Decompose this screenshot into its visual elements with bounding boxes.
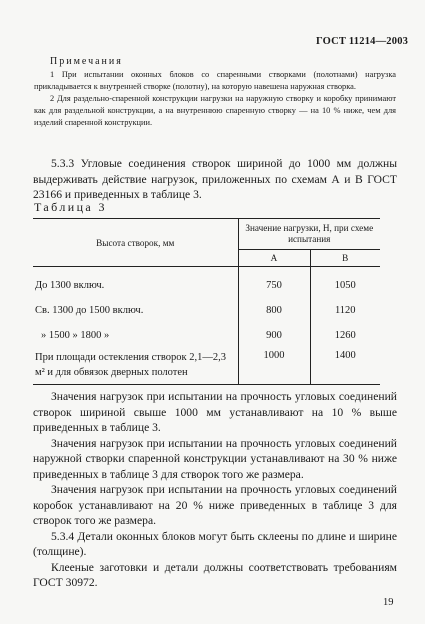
row-label: До 1300 включ. [33,267,238,299]
row-value-a: 900 [238,323,310,348]
paragraph: Значения нагрузок при испытании на прочность угловых соединений створок шириной свыше 1000 мм устанавливают на 10 % выше приведенных в таблице 3. [33,390,397,434]
row-value-b: 1400 [310,348,380,385]
section-5-3-4: 5.3.4 Детали оконных блоков могут быть склеены по длине и ширине (толщине). [33,529,397,558]
table-row [33,298,380,323]
row-value-b: 1050 [334,280,356,291]
row-value-b: 1120 [334,305,356,316]
row-value-a: 1000 [238,348,310,385]
paragraph: Значения нагрузок при испытании на прочность угловых соединений коробок устанавливают на 20 % ниже приведенных в таблице 3 для створок того же размера. [33,483,397,527]
note-2: 2 Для раздельно-спаренной конструкции нагрузки на наружную створку и коробку принимают как для раздельной конструкции, а на внутреннюю спаренную створку — на 10 % ниже, чем для изделий спаренной конструкции. [34,94,396,128]
note-1: 1 При испытании оконных блоков со спаренными створками (полотнами) нагрузка прикладывается к внутренней створке (полотну), на которую навешена наружная створка. [34,70,396,92]
col-header-height: Высота створок, мм [33,219,238,267]
table-row [33,323,380,348]
row-label: При площади остекления створок 2,1—2,3 м² и для обвязок дверных полотен [33,348,238,385]
table-caption: Таблица 3 [34,200,107,214]
row-value-b: 1260 [334,330,356,341]
notes-block [34,69,396,129]
paragraph: Клееные заготовки и детали должны соответствовать требованиям ГОСТ 30972. [33,560,397,589]
paragraph: Значения нагрузок при испытании на прочность угловых соединений наружной створки спаренной конструкции устанавливают на 30 % ниже приведенных в таблице 3 для створок того же размера. [33,436,397,481]
col-header-a: А [238,250,310,267]
col-header-b: В [310,250,380,267]
notes-title: Примечания [50,56,123,67]
body-text [33,389,397,591]
load-table [33,218,380,385]
row-value-a: 750 [238,267,310,299]
section-5-3-3-text: 5.3.3 Угловые соединения створок шириной до 1000 мм должны выдерживать действие нагрузок, приложенных по схемам А и В ГОСТ 23166 и приведенных в таблице 3. [33,157,397,201]
standard-header: ГОСТ 11214—2003 [316,36,409,47]
col-header-load: Значение нагрузки, Н, при схеме испытания [238,219,380,250]
row-value-a: 800 [238,298,310,323]
table-row [33,267,380,299]
row-label: » 1500 » 1800 » [33,323,238,348]
page-number: 19 [383,597,394,608]
section-5-3-3 [33,156,397,203]
row-label: Св. 1300 до 1500 включ. [33,298,238,323]
table-row [33,348,380,385]
